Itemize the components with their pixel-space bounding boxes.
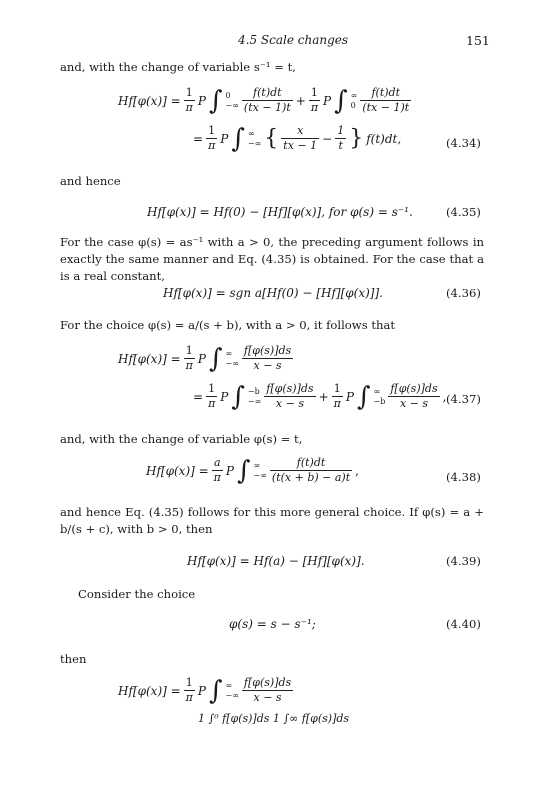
equation-4-34-line-1 [118,86,411,115]
equation-4-41-line-1 [118,676,293,705]
principal-value: P [197,351,206,366]
equation-4-37-line-1 [118,344,293,373]
fraction: $\frac{1}{\pi}$ [333,382,341,410]
fraction: $\frac{1}{t}$ [337,124,345,152]
integral-limits: ∞ −∞ [225,680,239,700]
equation-label: (4.39) [446,554,481,568]
eq-tail: f(t)dt, [366,131,402,146]
integral-limits: ∞ −∞ [247,128,262,148]
right-brace: } [349,126,364,151]
fraction: $\frac{1}{\pi}$ [208,382,216,410]
minus-sign: − [322,131,333,146]
page-number: 151 [466,33,490,48]
eq-tail: , [442,389,447,404]
equation-label: (4.36) [446,286,481,300]
integral-limits: 0 −∞ [225,90,239,110]
principal-value: P [220,131,229,146]
eq-lhs: Hf[φ(x)] = [118,351,181,366]
plus-sign: + [318,389,329,404]
equation-4-38 [146,456,359,485]
equation-label: (4.37) [446,392,481,406]
paragraph: For the choice φ(s) = a/(s + b), with a > 0, it follows that [60,318,396,332]
equation-label: (4.35) [446,205,481,219]
integral-sign: ∫ [208,675,223,706]
paragraph: then [60,652,87,666]
integral-sign: ∫ [208,343,223,374]
principal-value: P [197,93,206,108]
principal-value: P [323,93,332,108]
equation-4-36: Hf[φ(x)] = sgn a[Hf(0) − [Hf][φ(x)]]. [163,286,383,300]
integral-limits: ∞ −∞ [253,460,267,480]
paragraph: and, with the change of variable φ(s) = t, [60,432,303,446]
equals-sign: = [193,131,204,146]
integral-sign: ∫ [236,455,251,486]
integrand: $\frac{f[\varphi(s)]ds}{x - s}$ [390,382,438,410]
paragraph: and hence Eq. (4.35) follows for this more general choice. If φ(s) = a + b/(s + c), with b > 0, then [60,505,484,536]
equation-label: (4.40) [446,617,481,631]
integrand: $\frac{f(t)dt}{(tx - 1)t}$ [243,86,291,114]
fraction: $\frac{1}{\pi}$ [208,124,216,152]
eq-lhs: Hf[φ(x)] = [118,683,181,698]
integral-limits: ∞ −∞ [225,348,239,368]
fraction: $\frac{1}{\pi}$ [185,86,193,114]
paragraph: Consider the choice [78,587,196,601]
eq-tail: , [355,463,359,478]
equation-4-35: Hf[φ(x)] = Hf(0) − [Hf][φ(x)], for φ(s) = s⁻¹. [147,205,413,219]
integral-sign: ∫ [231,123,245,154]
principal-value: P [225,463,234,478]
equation-4-41-line-2-partial: 1 ∫⁰ f[φ(s)]ds 1 ∫∞ f[φ(s)]ds [198,712,350,724]
fraction: $\frac{1}{\pi}$ [310,86,319,114]
fraction: $\frac{x}{tx - 1}$ [283,124,318,152]
eq-lhs: Hf[φ(x)] = [118,93,181,108]
integral-limits: ∞ 0 [350,90,358,110]
equation-4-34-line-2 [193,124,401,153]
running-header: 4.5 Scale changes [238,33,349,47]
integral-limits: ∞ −b [373,386,386,406]
equation-label: (4.38) [446,470,481,484]
paragraph: and, with the change of variable s⁻¹ = t, [60,60,296,74]
integrand: $\frac{f(t)dt}{(t(x + b) - a)t}$ [271,456,351,484]
equals-sign: = [193,389,204,404]
equation-4-37-line-2 [193,382,446,411]
principal-value: P [345,389,354,404]
integrand: $\frac{f[\varphi(s)]ds}{x - s}$ [243,344,292,372]
left-brace: { [264,126,279,151]
fraction: $\frac{1}{\pi}$ [185,676,193,704]
integral-limits: −b −∞ [247,386,262,406]
equation-label: (4.34) [446,136,481,150]
paragraph: For the case φ(s) = as⁻¹ with a > 0, the preceding argument follows in exactly the same manner and Eq. (4.35) is obtained. For the case that a is a real constant, [60,235,484,283]
integral-sign: ∫ [356,381,371,412]
paragraph: and hence [60,174,121,188]
integrand: $\frac{f(t)dt}{(tx - 1)t}$ [362,86,410,114]
principal-value: P [197,683,206,698]
integral-sign: ∫ [208,85,223,116]
equation-4-39: Hf[φ(x)] = Hf(a) − [Hf][φ(x)]. [187,554,365,568]
integrand: $\frac{f[\varphi(s)]ds}{x - s}$ [266,382,314,410]
plus-sign: + [295,93,306,108]
principal-value: P [220,389,229,404]
integrand: $\frac{f[\varphi(s)]ds}{x - s}$ [243,676,292,704]
integral-sign: ∫ [334,85,348,116]
fraction: $\frac{a}{\pi}$ [213,456,221,484]
integral-sign: ∫ [231,381,245,412]
fraction: $\frac{1}{\pi}$ [185,344,193,372]
eq-lhs: Hf[φ(x)] = [146,463,209,478]
equation-4-40: φ(s) = s − s⁻¹; [229,617,316,631]
